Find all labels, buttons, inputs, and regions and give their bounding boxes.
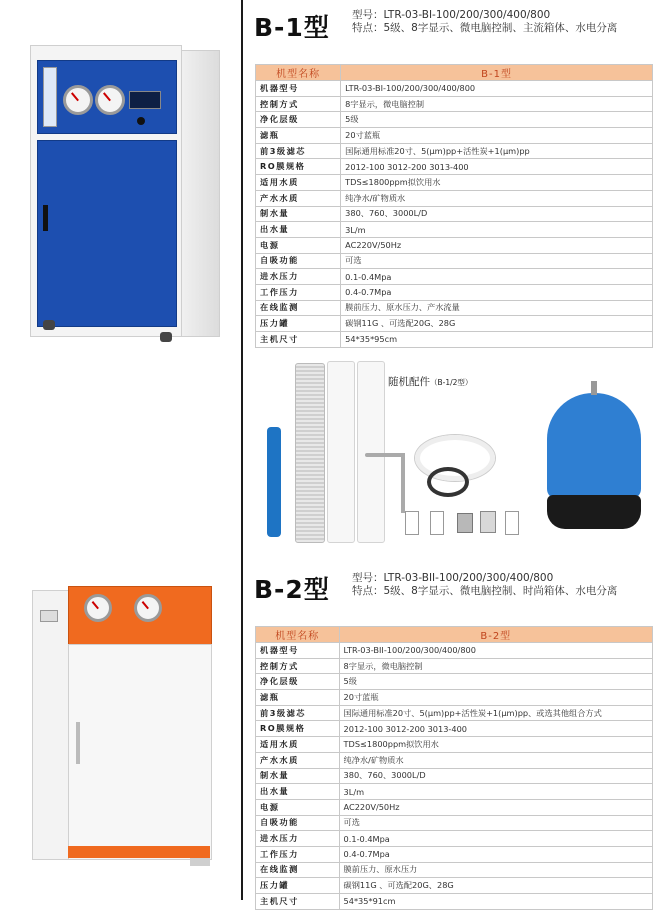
row-key: 控制方式 (256, 96, 341, 112)
row-key: 前3级滤芯 (256, 143, 341, 159)
row-key: 机器型号 (256, 643, 340, 659)
row-value: 5级 (341, 112, 653, 128)
row-key: 自吸功能 (256, 815, 340, 831)
row-key: 自吸功能 (256, 253, 341, 269)
table-row (256, 799, 653, 815)
display-panel (129, 91, 161, 109)
row-value: AC220V/50Hz (339, 799, 652, 815)
table-row (256, 332, 653, 348)
row-value: 0.1-0.4Mpa (339, 831, 652, 847)
table-row (256, 237, 653, 253)
b1-feature-line: 特点：5级、8字显示、微电脑控制、主流箱体、水电分离 (352, 22, 618, 34)
table-row (256, 674, 653, 690)
row-key: 适用水质 (256, 737, 340, 753)
row-value: 0.4-0.7Mpa (341, 284, 653, 300)
vertical-divider (241, 0, 243, 900)
table-row (256, 705, 653, 721)
table-row (256, 831, 653, 847)
b1-spec-table (255, 64, 653, 348)
row-value: 3L/m (339, 784, 652, 800)
b1-title: B-1型 (254, 13, 330, 42)
row-value: TDS≤1800ppm拟饮用水 (339, 737, 652, 753)
row-key: 产水水质 (256, 190, 341, 206)
row-key: 压力罐 (256, 316, 341, 332)
row-key: 产水水质 (256, 752, 340, 768)
row-value: 国际通用标准20寸、5(μm)pp+活性炭+1(μm)pp (341, 143, 653, 159)
row-value: 膜前压力、原水压力 (339, 862, 652, 878)
row-value: 20寸蓝瓶 (339, 690, 652, 706)
row-value: 54*35*95cm (341, 332, 653, 348)
table-row (256, 190, 653, 206)
row-value: 2012-100 3012-200 3013-400 (341, 159, 653, 175)
b2-title: B-2型 (254, 575, 330, 604)
pressure-gauge-1 (63, 85, 93, 115)
table-row (256, 737, 653, 753)
row-key: 工作压力 (256, 284, 341, 300)
table-row (256, 784, 653, 800)
row-value: 可选 (339, 815, 652, 831)
b2-model-line: 型号：LTR-03-BII-100/200/300/400/800 (352, 572, 554, 584)
row-key: 机器型号 (256, 81, 341, 97)
row-value: 380、760、3000L/D (339, 768, 652, 784)
row-key: 进水压力 (256, 269, 341, 285)
header-key: 机型名称 (256, 65, 341, 81)
table-row (256, 112, 653, 128)
row-key: 在线监测 (256, 862, 340, 878)
header-value: B-2型 (339, 627, 652, 643)
row-key: 净化层级 (256, 112, 341, 128)
row-value: 纯净水/矿物质水 (341, 190, 653, 206)
accessories-label-text: 随机配件 (388, 376, 430, 388)
table-row (256, 159, 653, 175)
row-key: 制水量 (256, 206, 341, 222)
table-row (256, 878, 653, 894)
b2-machine-image (30, 580, 220, 870)
row-key: 制水量 (256, 768, 340, 784)
row-value: 54*35*91cm (339, 894, 652, 910)
table-row (256, 128, 653, 144)
row-key: 滤瓶 (256, 128, 341, 144)
table-row (256, 300, 653, 316)
table-row (256, 316, 653, 332)
row-value: AC220V/50Hz (341, 237, 653, 253)
row-key: 控制方式 (256, 658, 340, 674)
row-value: 2012-100 3012-200 3013-400 (339, 721, 652, 737)
table-header-row (256, 627, 653, 643)
row-value: 碳钢11G 、可选配20G、28G (339, 878, 652, 894)
row-value: 380、760、3000L/D (341, 206, 653, 222)
row-value: 纯净水/矿物质水 (339, 752, 652, 768)
b2-spec-table (255, 626, 653, 910)
row-key: 电源 (256, 799, 340, 815)
row-value: 20寸蓝瓶 (341, 128, 653, 144)
table-row (256, 846, 653, 862)
table-row (256, 894, 653, 910)
table-row (256, 253, 653, 269)
b1-machine-image (25, 45, 225, 345)
row-key: 主机尺寸 (256, 894, 340, 910)
row-key: 适用水质 (256, 175, 341, 191)
b2-gauge-1 (84, 594, 112, 622)
table-row (256, 284, 653, 300)
row-key: 进水压力 (256, 831, 340, 847)
table-row (256, 690, 653, 706)
row-key: 工作压力 (256, 846, 340, 862)
row-value: 0.4-0.7Mpa (339, 846, 652, 862)
row-key: 出水量 (256, 784, 340, 800)
table-row (256, 768, 653, 784)
row-value: 可选 (341, 253, 653, 269)
table-row (256, 206, 653, 222)
row-value: LTR-03-BI-100/200/300/400/800 (341, 81, 653, 97)
table-row (256, 269, 653, 285)
table-row (256, 175, 653, 191)
header-key: 机型名称 (256, 627, 340, 643)
row-value: 5级 (339, 674, 652, 690)
table-row (256, 658, 653, 674)
row-value: 8字显示，微电脑控制 (341, 96, 653, 112)
header-value: B-1型 (341, 65, 653, 81)
row-key: 在线监测 (256, 300, 341, 316)
b1-model-line: 型号：LTR-03-BI-100/200/300/400/800 (352, 9, 551, 21)
pressure-gauge-2 (95, 85, 125, 115)
table-header-row (256, 65, 653, 81)
row-value: TDS≤1800ppm拟饮用水 (341, 175, 653, 191)
row-key: 电源 (256, 237, 341, 253)
b2-gauge-2 (134, 594, 162, 622)
row-value: 碳钢11G 、可选配20G、28G (341, 316, 653, 332)
pressure-tank (547, 393, 641, 499)
row-value: 国际通用标准20寸、5(μm)pp+活性炭+1(μm)pp、或选其他组合方式 (339, 705, 652, 721)
row-key: RO膜规格 (256, 159, 341, 175)
accessories-note: （B-1/2型） (430, 378, 473, 387)
table-row (256, 815, 653, 831)
row-value: 8字显示，微电脑控制 (339, 658, 652, 674)
row-key: RO膜规格 (256, 721, 340, 737)
table-row (256, 721, 653, 737)
b2-feature-line: 特点：5级、8字显示、微电脑控制、时尚箱体、水电分离 (352, 585, 618, 597)
table-row (256, 752, 653, 768)
row-value: 0.1-0.4Mpa (341, 269, 653, 285)
row-key: 净化层级 (256, 674, 340, 690)
table-row (256, 96, 653, 112)
table-row (256, 143, 653, 159)
row-value: LTR-03-BII-100/200/300/400/800 (339, 643, 652, 659)
table-row (256, 81, 653, 97)
row-key: 主机尺寸 (256, 332, 341, 348)
table-row (256, 222, 653, 238)
row-key: 前3级滤芯 (256, 705, 340, 721)
row-key: 出水量 (256, 222, 341, 238)
accessories-label (388, 374, 472, 389)
row-key: 压力罐 (256, 878, 340, 894)
table-row (256, 862, 653, 878)
row-value: 膜前压力、原水压力、产水流量 (341, 300, 653, 316)
table-row (256, 643, 653, 659)
row-key: 滤瓶 (256, 690, 340, 706)
row-value: 3L/m (341, 222, 653, 238)
